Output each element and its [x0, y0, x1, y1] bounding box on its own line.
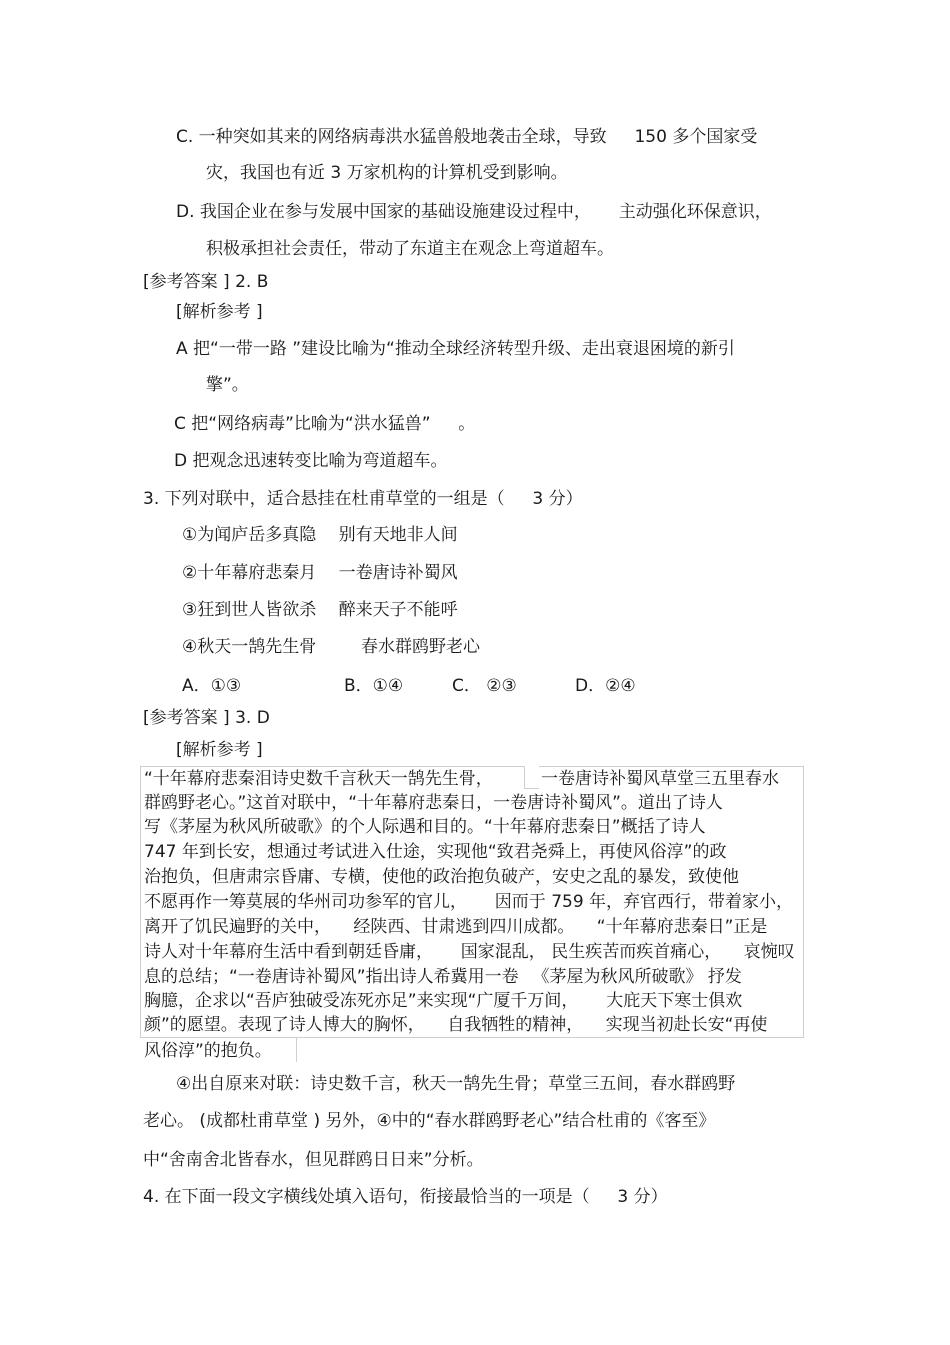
q3-item-3: ③狂到世人皆欲杀 醉来天子不能呼 — [182, 600, 458, 620]
q2-analysis-d: D 把观念迅速转变比喻为弯道超车。 — [174, 451, 448, 471]
textbox-line-5: 治抱负，但唐肃宗昏庸、专横，使他的政治抱负破产，安史之乱的暴发，致使他 — [144, 867, 739, 887]
textbox-line-2: 群鸥野老心。”这首对联中，“十年幕府悲秦日，一卷唐诗补蜀风”。道出了诗人 — [144, 793, 723, 813]
textbox-line-7: 离开了饥民遍野的关中， 经陕西、甘肃逃到四川成都。 “十年幕府悲秦日”正是 — [144, 917, 768, 937]
q3-choice-b: B．①④ — [344, 676, 404, 696]
textbox-line-1b: 一卷唐诗补蜀风草堂三五里春水 — [541, 769, 779, 789]
q3-analysis-p2: 老心。 (成都杜甫草堂 ) 另外，④中的“春水群鸥野老心”结合杜甫的《客至》 — [143, 1111, 716, 1131]
textbox-line-12: 风俗淳”的抱负。 — [144, 1041, 272, 1061]
q3-analysis-p3: 中“舍南舍北皆春水，但见群鸥日日来”分析。 — [143, 1150, 484, 1170]
q3-choice-c: C． ②③ — [452, 676, 517, 696]
textbox-tail — [296, 1038, 297, 1062]
q2-analysis-title: [解析参考 ] — [176, 302, 263, 322]
q3-answer: [参考答案 ] 3. D — [143, 708, 270, 728]
textbox-line-8: 诗人对十年幕府生活中看到朝廷昏庸， 国家混乱， 民生疾苦而疾首痛心， 哀惋叹 — [144, 942, 795, 962]
q3-item-2: ②十年幕府悲秦月 一卷唐诗补蜀风 — [182, 563, 458, 583]
q3-analysis-p1: ④出自原来对联：诗史数千言，秋天一鹄先生骨；草堂三五间，春水群鸥野 — [176, 1074, 736, 1094]
q3-stem: 3. 下列对联中，适合悬挂在杜甫草堂的一组是（ 3 分） — [143, 489, 583, 509]
textbox-line-9: 息的总结；“一卷唐诗补蜀风”指出诗人希冀用一卷 《茅屋为秋风所破歌》 抒发 — [144, 967, 742, 987]
q3-item-1: ①为闻庐岳多真隐 别有天地非人间 — [182, 525, 458, 545]
q2-answer: [参考答案 ] 2. B — [143, 272, 269, 292]
q4-stem: 4. 在下面一段文字横线处填入语句，衔接最恰当的一项是（ 3 分） — [143, 1187, 668, 1207]
q3-choice-d: D．②④ — [575, 676, 636, 696]
q2-option-c-line2: 灾，我国也有近 3 万家机构的计算机受到影响。 — [206, 163, 568, 183]
textbox-line-1a: “十年幕府悲秦泪诗史数千言秋天一鹄先生骨， — [144, 769, 493, 789]
textbox-line-4: 747 年到长安，想通过考试进入仕途，实现他“致君尧舜上，再使风俗淳”的政 — [144, 842, 727, 862]
q3-item-4: ④秋天一鹄先生骨 春水群鸥野老心 — [182, 637, 481, 657]
q3-choice-a: A．①③ — [182, 676, 242, 696]
textbox-line-11: 颜”的愿望。表现了诗人博大的胸怀， 自我牺牲的精神， 实现当初赴长安“再使 — [144, 1015, 768, 1035]
q2-option-c-line1: C. 一种突如其来的网络病毒洪水猛兽般地袭击全球，导致 150 多个国家受 — [176, 127, 758, 147]
q2-analysis-c: C 把“网络病毒”比喻为“洪水猛兽” 。 — [174, 414, 476, 434]
textbox-line-3: 写《茅屋为秋风所破歌》的个人际遇和目的。“十年幕府悲秦日”概括了诗人 — [144, 817, 706, 837]
q2-option-d-line1: D. 我国企业在参与发展中国家的基础设施建设过程中， 主动强化环保意识， — [176, 202, 772, 222]
q3-analysis-title: [解析参考 ] — [176, 740, 263, 760]
textbox-line-6: 不愿再作一筹莫展的华州司功参军的官儿， 因而于 759 年，弃官西行，带着家小， — [144, 892, 794, 912]
textbox-line-10: 胸臆，企求以“吾庐独破受冻死亦足”来实现“广厦千万间， 大庇天下寒士俱欢 — [144, 991, 743, 1011]
textbox-notch — [524, 766, 539, 789]
q2-analysis-a-line1: A 把“一带一路 ”建设比喻为“推动全球经济转型升级、走出衰退困境的新引 — [176, 339, 735, 359]
q2-option-d-line2: 积极承担社会责任，带动了东道主在观念上弯道超车。 — [206, 239, 614, 259]
q2-analysis-a-line2: 擎”。 — [206, 375, 249, 395]
